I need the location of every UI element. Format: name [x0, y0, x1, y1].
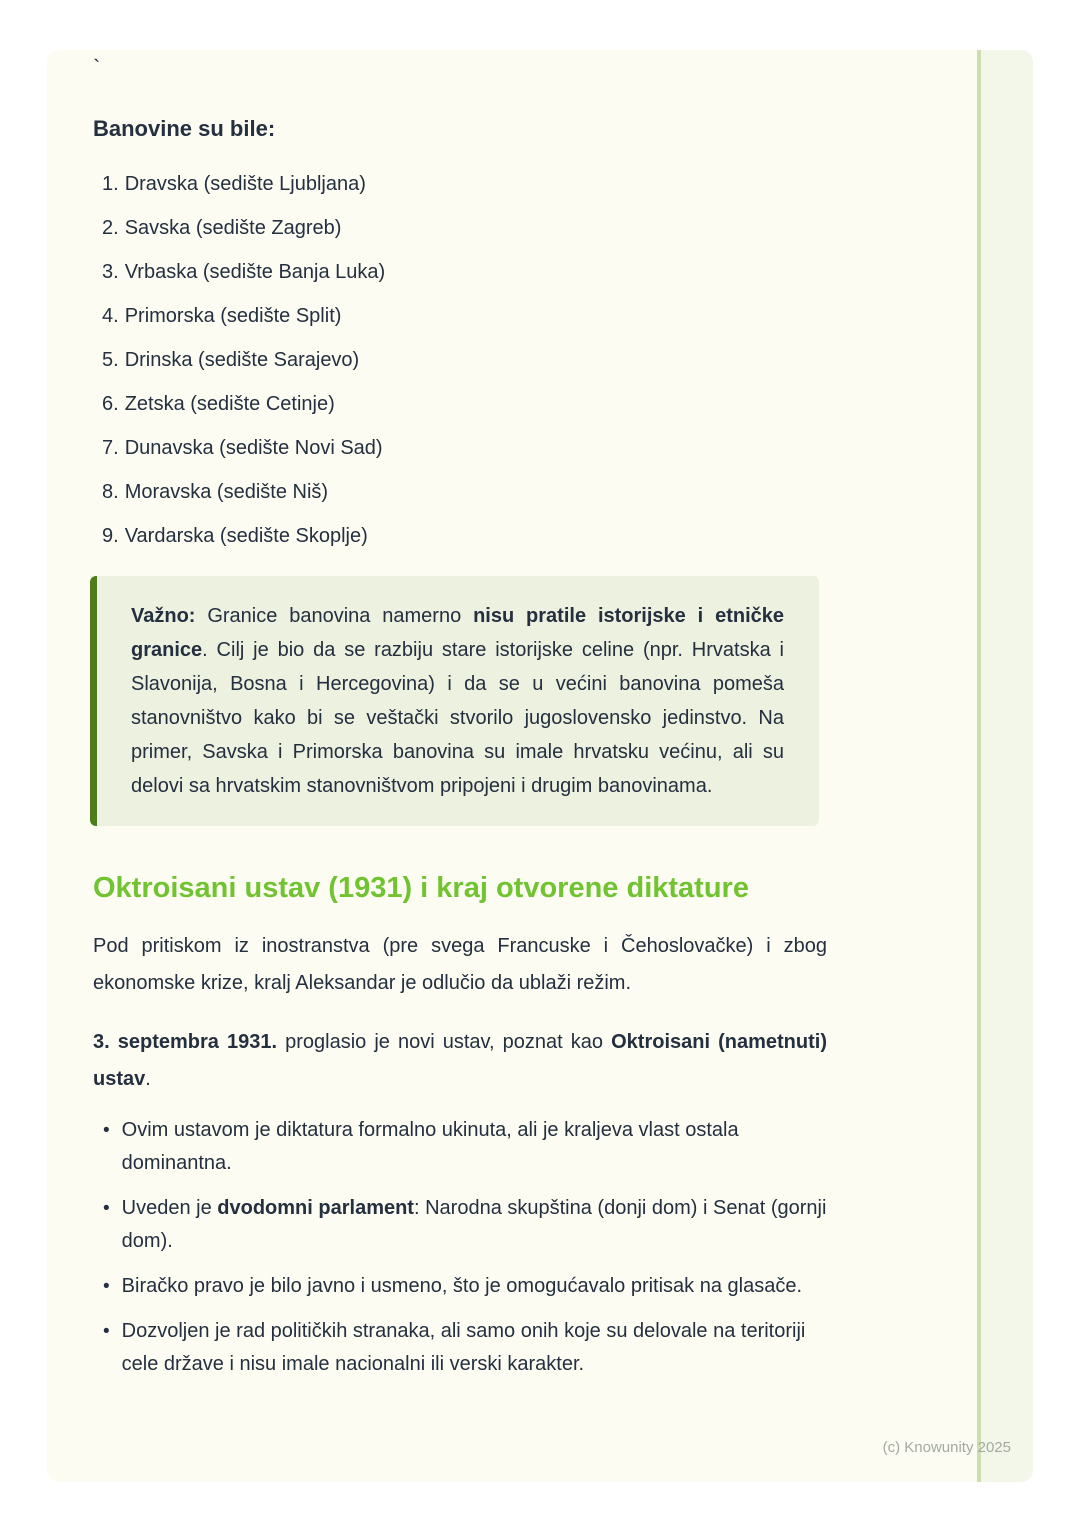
bullet-run: Biračko pravo je bilo javno i usmeno, što je omogućavalo pritisak na glasače. — [121, 1275, 803, 1297]
bullet-run: dvodomni parlament — [217, 1197, 414, 1219]
list-item — [103, 1315, 827, 1381]
list-number: 2. — [102, 217, 119, 239]
bullet-text — [122, 1192, 827, 1258]
list-number: 4. — [102, 305, 119, 327]
bullet-icon: • — [103, 1321, 110, 1342]
list-number: 1. — [102, 173, 119, 195]
callout-run: Važno: — [131, 605, 196, 627]
bullet-text — [122, 1315, 827, 1381]
list-item — [102, 214, 827, 242]
list-item — [102, 434, 827, 462]
list-item — [102, 346, 827, 374]
list-label: Primorska (sedište Split) — [124, 305, 342, 327]
important-callout — [90, 576, 819, 826]
document-page — [47, 50, 1033, 1482]
banovine-list — [93, 170, 827, 550]
list-item — [102, 170, 827, 198]
bullet-icon: • — [103, 1276, 110, 1297]
bullet-run: Dozvoljen je rad političkih stranaka, ali samo onih koje su delovale na teritoriji cele države i nisu imale nacionalni ili verski karakter. — [121, 1320, 806, 1375]
list-item — [102, 258, 827, 286]
callout-run: nisu pratile istorijske i etničke granice — [131, 605, 784, 661]
list-item — [103, 1114, 827, 1180]
callout-run: . Cilj je bio da se razbiju stare istorijske celine (npr. Hrvatska i Slavonija, Bosna i Hercegovina) i da se u većini banovina pomeša stanovništvo kako bi se veštački stvorilo jugoslovensko jedinstvo. Na primer, Savska i Primorska banovina su imale hrvatsku većinu, ali su delovi sa hrvatskim stanovništvom pripojeni i drugim banovinama. — [131, 639, 784, 797]
paragraph-run: . — [145, 1068, 151, 1090]
page-accent-stripe — [977, 50, 1033, 1482]
bullet-run: Uveden je — [121, 1197, 218, 1219]
paragraph-run: 3. septembra 1931. — [93, 1031, 278, 1053]
bullet-icon: • — [103, 1198, 110, 1219]
list-number: 6. — [102, 393, 119, 415]
list-item — [102, 302, 827, 330]
list-number: 5. — [102, 349, 119, 371]
list-number: 7. — [102, 437, 119, 459]
list-label: Vardarska (sedište Skoplje) — [124, 525, 368, 547]
callout-run: Granice banovina namerno — [195, 605, 474, 627]
list-item — [102, 478, 827, 506]
copyright-notice: (c) Knowunity 2025 — [882, 1439, 1011, 1456]
list-item — [102, 390, 827, 418]
list-number: 9. — [102, 525, 119, 547]
paragraph-run: proglasio je novi ustav, poznat kao — [277, 1031, 612, 1053]
stray-backtick-mark: ` — [93, 55, 101, 80]
list-item — [102, 522, 827, 550]
paragraph-run: Oktroisani (nametnuti) ustav — [93, 1031, 827, 1090]
list-label: Dravska (sedište Ljubljana) — [124, 173, 366, 195]
list-number: 8. — [102, 481, 119, 503]
list-item — [103, 1192, 827, 1258]
callout-text — [131, 599, 784, 803]
paragraph — [93, 1024, 827, 1098]
bullet-run: : Narodna skupština (donji dom) i Senat (gornji dom). — [121, 1197, 827, 1252]
list-label: Savska (sedište Zagreb) — [124, 217, 342, 239]
list-label: Drinska (sedište Sarajevo) — [124, 349, 360, 371]
list-label: Vrbaska (sedište Banja Luka) — [124, 261, 386, 283]
banovine-heading: Banovine su bile: — [93, 116, 276, 141]
paragraph: Pod pritiskom iz inostranstva (pre svega Francuske i Čehoslovačke) i zbog ekonomske krize, kralj Aleksandar je odlučio da ublaži režim. — [93, 935, 827, 994]
list-item — [103, 1270, 827, 1303]
bullet-text — [122, 1114, 827, 1180]
list-label: Dunavska (sedište Novi Sad) — [124, 437, 383, 459]
bullet-run: Ovim ustavom je diktatura formalno ukinuta, ali je kraljeva vlast ostala dominantna. — [121, 1119, 739, 1174]
list-number: 3. — [102, 261, 119, 283]
section-heading: Oktroisani ustav (1931) i kraj otvorene diktature — [93, 872, 749, 904]
bullet-list — [93, 1114, 827, 1381]
list-label: Zetska (sedište Cetinje) — [124, 393, 335, 415]
bullet-icon: • — [103, 1120, 110, 1141]
bullet-text — [122, 1270, 802, 1303]
page-content — [93, 50, 827, 1393]
list-label: Moravska (sedište Niš) — [124, 481, 329, 503]
